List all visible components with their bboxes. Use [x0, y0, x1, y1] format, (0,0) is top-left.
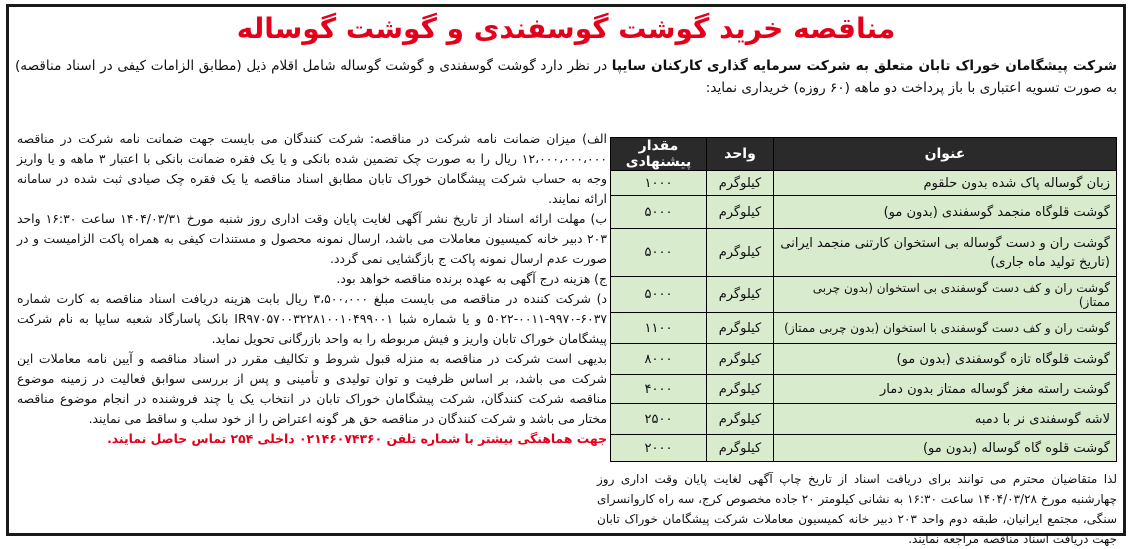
table-row	[611, 375, 1117, 404]
table-row	[611, 171, 1117, 196]
item-unit: کیلوگرم	[707, 344, 774, 375]
item-name: گوشت قلوگاه منجمد گوسفندی (بدون مو)	[773, 196, 1116, 229]
header-name: عنوان	[773, 138, 1116, 171]
item-unit: کیلوگرم	[707, 229, 774, 277]
header-qty: مقدار پیشنهادی	[611, 138, 707, 171]
notice-title: مناقصه خرید گوشت گوسفندی و گوشت گوساله	[236, 12, 896, 45]
term-ad-cost: ج) هزینه درج آگهی به عهده برنده مناقصه خواهد بود.	[336, 271, 607, 286]
item-unit: کیلوگرم	[707, 171, 774, 196]
item-unit: کیلوگرم	[707, 277, 774, 313]
contact-line: جهت هماهنگی بیشتر با شماره تلفن ۰۲۱۴۶۰۷۴۳۶۰ داخلی ۲۵۴ تماس حاصل نمایند.	[107, 431, 607, 446]
table-row	[611, 404, 1117, 435]
bottom-note: لذا متقاضیان محترم می توانند برای دریافت اسناد از تاریخ چاپ آگهی لغایت پایان وقت اداری روز چهارشنبه مورخ ۱۴۰۴/۰۳/۲۸ ساعت ۱۶:۳۰ به نشانی کیلومتر ۲۰ جاده مخصوص کرج، سه راه کاروانسرای سنگی، مجتمع ایرانیان، طبقه دوم واحد ۲۰۳ دبیر خانه کمیسیون معاملات شرکت پیشگامان خوراک تابان جهت دریافت اسناد مناقصه مراجعه نمایند.	[597, 472, 1117, 546]
item-unit: کیلوگرم	[707, 313, 774, 344]
item-name: گوشت قلوگاه تازه گوسفندی (بدون مو)	[773, 344, 1116, 375]
table-header-row	[611, 138, 1117, 171]
intro-company: شرکت پیشگامان خوراک تابان متعلق به شرکت سرمایه گذاری کارکنان سایپا	[611, 58, 1117, 74]
item-qty: ۱۱۰۰	[611, 313, 707, 344]
table-row	[611, 277, 1117, 313]
item-qty: ۱۰۰۰	[611, 171, 707, 196]
term-deadline: ب) مهلت ارائه اسناد از تاریخ نشر آگهی لغایت پایان وقت اداری روز شنبه مورخ ۱۴۰۴/۰۳/۳۱ ساعت ۱۶:۳۰ واحد ۲۰۳ دبیر خانه کمیسیون معاملات می باشد، ارسال نمونه محصول و مستندات کیفی به همراه پاکت الزامیست و در صورت عدم ارسال نمونه پاکت ج بازگشایی نمی گردد.	[17, 211, 607, 266]
table-row	[611, 344, 1117, 375]
table-row	[611, 435, 1117, 462]
item-qty: ۵۰۰۰	[611, 277, 707, 313]
item-qty: ۲۵۰۰	[611, 404, 707, 435]
items-table	[610, 137, 1117, 462]
tender-notice	[6, 4, 1126, 546]
item-qty: ۵۰۰۰	[611, 196, 707, 229]
item-qty: ۲۰۰۰	[611, 435, 707, 462]
item-name: گوشت قلوه گاه گوساله (بدون مو)	[773, 435, 1116, 462]
item-unit: کیلوگرم	[707, 375, 774, 404]
item-name: زبان گوساله پاک شده بدون حلقوم	[773, 171, 1116, 196]
term-document-fee: د) شرکت کننده در مناقصه می بایست مبلغ ۳،۵۰۰،۰۰۰ ریال بابت هزینه دریافت اسناد مناقصه به کارت شماره ۶۰۳۷-۹۹۷۰-۰۰۱۱-۵۰۲۲ و یا شماره شبا IR۹۷۰۵۷۰۰۳۲۲۸۱۰۰۱۰۴۹۹۰۰۱ بانک پاسارگاد شعبه سایپا به نام شرکت پیشگامان خوراک تابان واریز و فیش مربوطه را به واحد بازرگانی تحویل نماید.	[17, 291, 608, 346]
item-qty: ۸۰۰۰	[611, 344, 707, 375]
item-unit: کیلوگرم	[707, 404, 774, 435]
table-row	[611, 313, 1117, 344]
item-qty: ۵۰۰۰	[611, 229, 707, 277]
item-name: لاشه گوسفندی نر با دمبه	[773, 404, 1116, 435]
item-name: گوشت ران و دست گوساله بی استخوان کارتنی منجمد ایرانی (تاریخ تولید ماه جاری)	[773, 229, 1116, 277]
intro-paragraph	[15, 55, 1117, 99]
item-unit: کیلوگرم	[707, 196, 774, 229]
intro-text: در نظر دارد گوشت گوسفندی و گوشت گوساله شامل اقلام ذیل (مطابق الزامات کیفی در اسناد مناقصه) به صورت تسویه اعتباری با باز پرداخت دو ماهه (۶۰ روزه) خریداری نماید:	[15, 58, 1117, 96]
item-name: گوشت راسته مغز گوساله ممتاز بدون دمار	[773, 375, 1116, 404]
table-row	[611, 196, 1117, 229]
item-name: گوشت ران و کف دست گوسفندی بی استخوان (بدون چربی ممتاز)	[773, 277, 1116, 313]
item-unit: کیلوگرم	[707, 435, 774, 462]
terms-column	[17, 129, 607, 449]
table-row	[611, 229, 1117, 277]
item-qty: ۴۰۰۰	[611, 375, 707, 404]
header-unit: واحد	[707, 138, 774, 171]
item-name: گوشت ران و کف دست گوسفندی با استخوان (بدون چربی ممتاز)	[773, 313, 1116, 344]
term-guarantee: الف) میزان ضمانت نامه شرکت در مناقصه: شرکت کنندگان می بایست جهت ضمانت نامه شرکت در مناقصه ۱۲،۰۰۰،۰۰۰،۰۰۰ ریال را به صورت چک تضمین شده بانکی و یا یک فقره ضمانت بانکی با اعتبار ۳ ماهه و یا واریز وجه به حساب شرکت پیشگامان خوراک تابان مطابق اسناد مناقصه یا یک فقره چک صیادی ثبت شده در سامانه ارائه نمایند.	[17, 131, 608, 206]
term-general: بدیهی است شرکت در مناقصه به منزله قبول شروط و تکالیف مقرر در اسناد مناقصه و آیین نامه معاملات این شرکت می باشد، بر اساس ظرفیت و توان تولیدی و تأمینی و پس از بررسی سوابق فعالیت در زمینه موضوع مناقصه شرکت کنندگان، شرکت پیشگامان خوراک تابان در انتخاب یک یا چند فروشنده در انجام موضوع مناقصه مختار می باشد و شرکت کنندگان در مناقصه حق هر گونه اعتراض را از خود سلب و ساقط می نمایند.	[17, 351, 607, 426]
